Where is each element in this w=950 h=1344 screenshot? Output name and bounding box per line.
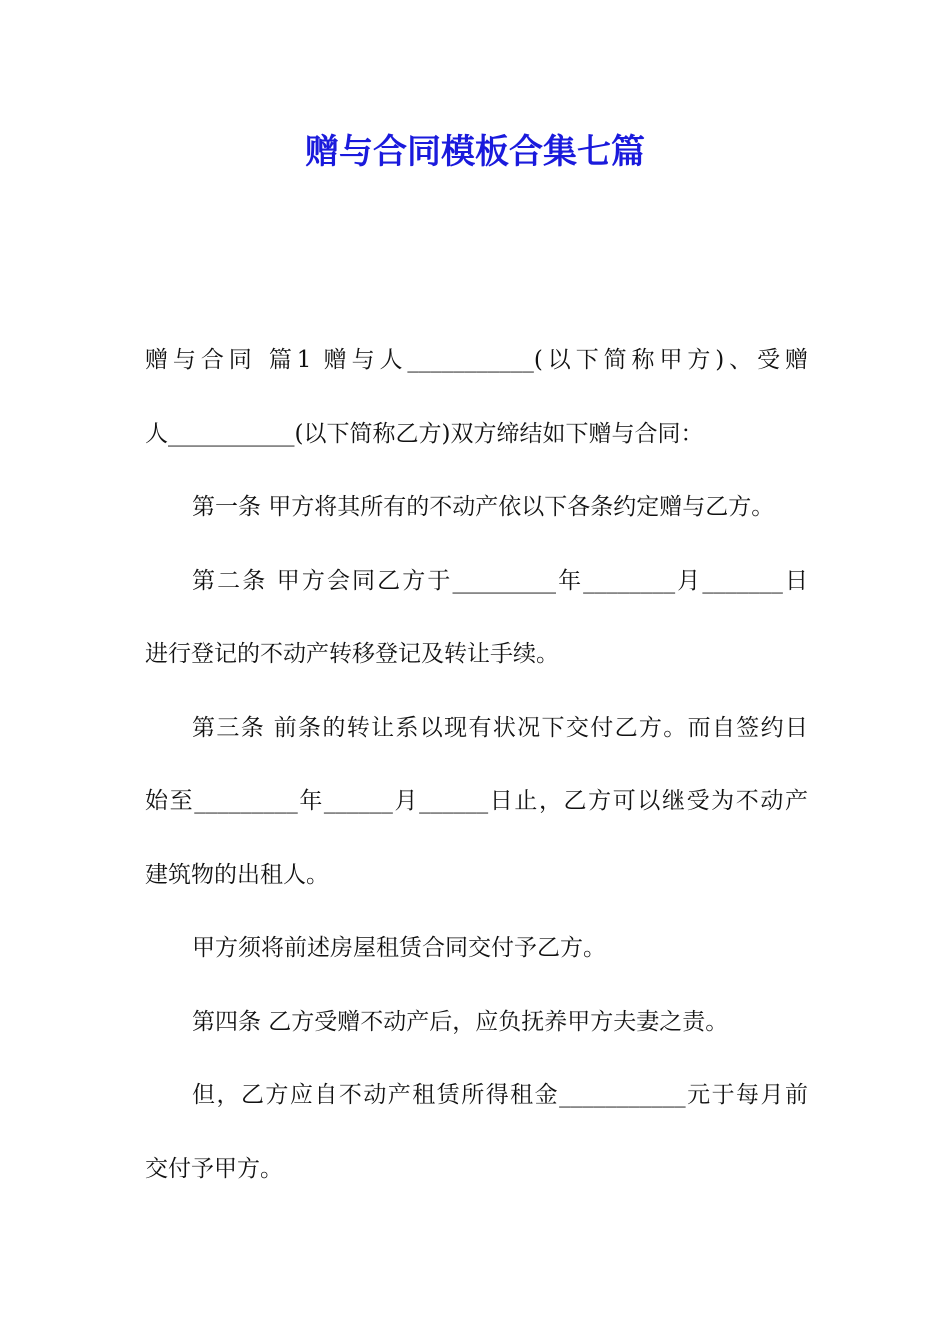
body-line: 人___________(以下简称乙方)双方缔结如下赠与合同：: [145, 420, 704, 447]
body-line: 进行登记的不动产转移登记及转让手续。: [145, 641, 559, 667]
document-title: 赠与合同模板合集七篇: [305, 132, 645, 172]
body-line: 建筑物的出租人。: [145, 861, 329, 888]
body-line: 始至_________年______月______日止，乙方可以继受为不动产: [145, 788, 808, 814]
body-line: 第四条 乙方受赠不动产后，应负抚养甲方夫妻之责。: [192, 1008, 729, 1035]
body-line: 赠与合同 篇1 赠与人___________(以下简称甲方)、受赠: [145, 347, 808, 373]
document-body: [145, 342, 808, 1224]
body-line: 但，乙方应自不动产租赁所得租金___________元于每月前: [192, 1082, 808, 1108]
body-line: 第三条 前条的转让系以现有状况下交付乙方。而自签约日: [192, 714, 808, 741]
body-line: 第二条 甲方会同乙方于_________年________月_______日: [192, 567, 808, 594]
body-line: 第一条 甲方将其所有的不动产依以下各条约定赠与乙方。: [192, 494, 775, 520]
body-line: 交付予甲方。: [145, 1155, 283, 1182]
body-line: 甲方须将前述房屋租赁合同交付予乙方。: [192, 935, 606, 961]
